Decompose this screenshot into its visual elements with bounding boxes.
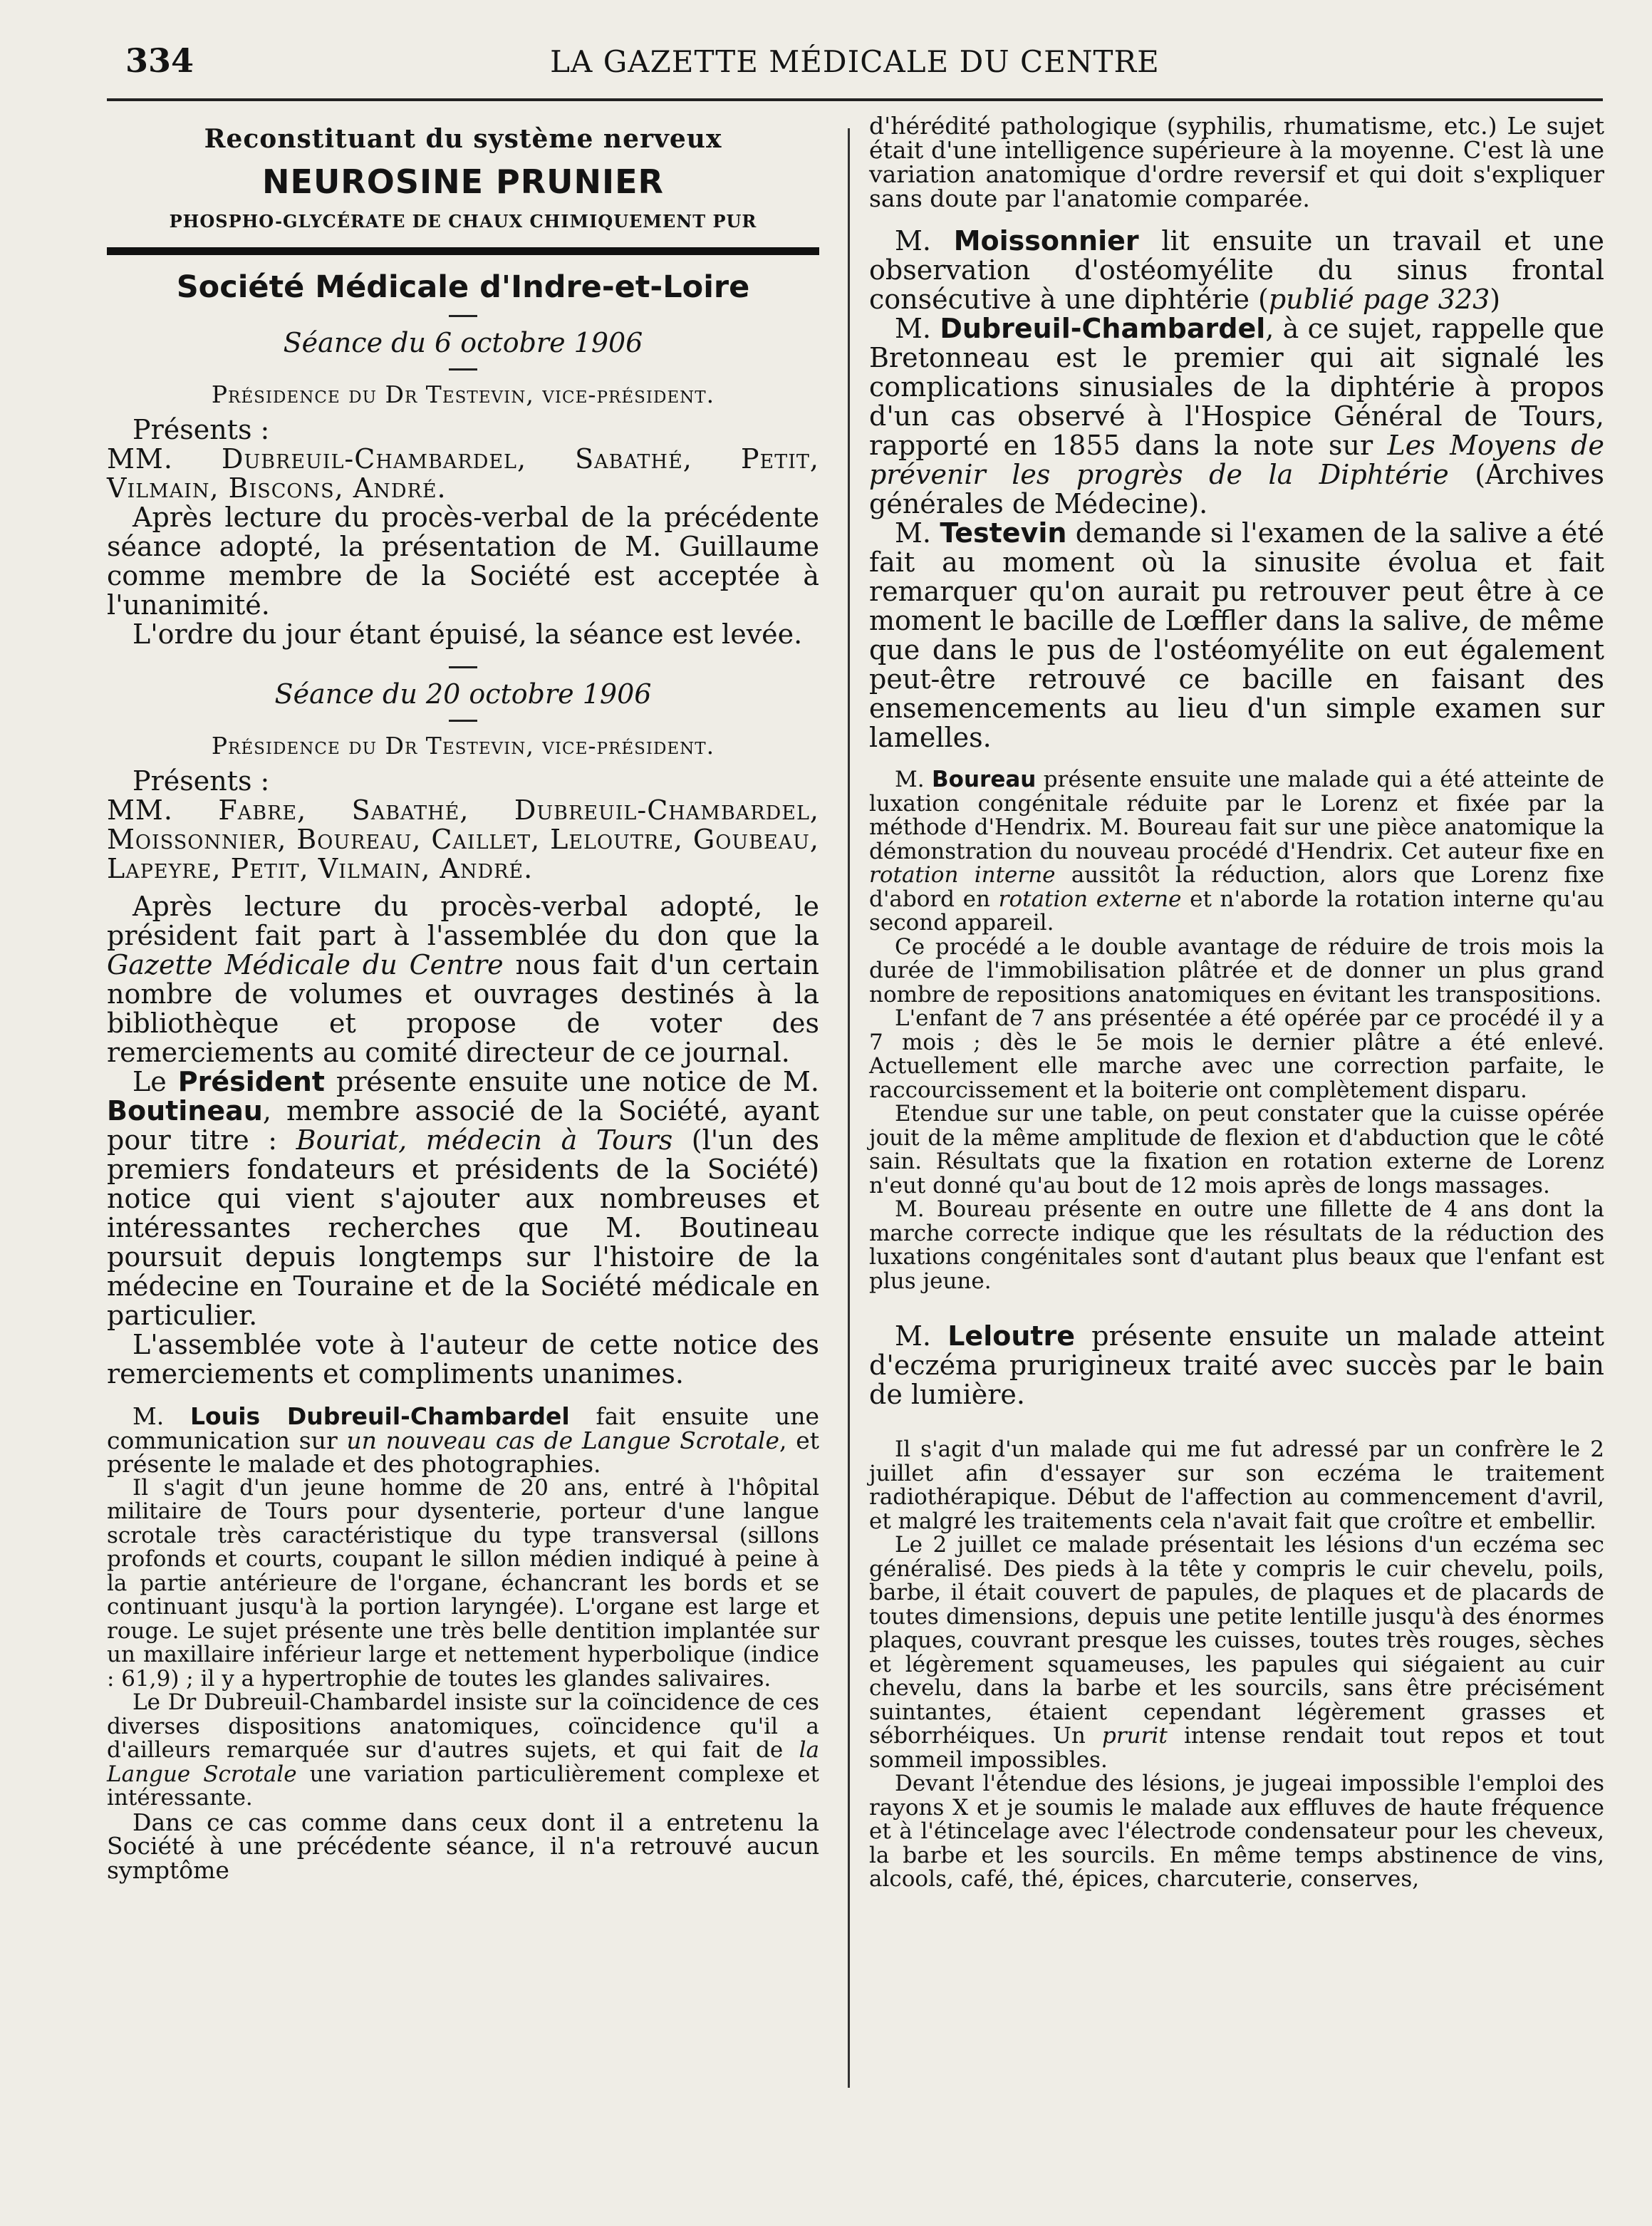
header-rule	[107, 98, 1603, 101]
presents-label: Présents :	[133, 765, 270, 797]
seance-title: Séance du 6 octobre 1906	[283, 327, 643, 358]
paragraph: d'hérédité pathologique (syphilis, rhumatisme, etc.) Le sujet était d'une intelligence supérieure à la moyenne. C'est là une variation anatomique d'ordre reversif et qui doit s'expliquer sans doute par l'anatomie comparée.	[869, 112, 1604, 212]
journal-title: LA GAZETTE MÉDICALE DU CENTRE	[550, 44, 1160, 79]
presidence: Présidence du Dr Testevin, vice-président.	[211, 381, 715, 408]
dash-divider	[449, 720, 477, 722]
section-rule	[107, 247, 819, 255]
column-divider	[848, 128, 850, 2088]
paragraph: Dans ce cas comme dans ceux dont il a entretenu la Société à une précédente séance, il n'a retrouvé aucun symptôme	[107, 1808, 819, 1884]
paragraph: Etendue sur une table, on peut constater que la cuisse opérée jouit de la même amplitude de flexion et d'abduction que le côté sain. Résultats que la fixation en rotation externe de Lorenz n'eut donné qu'au bout de 12 mois après de longs massages.	[869, 1101, 1604, 1199]
left-column	[107, 114, 819, 1882]
dash-divider	[449, 368, 477, 371]
presents-list: MM. Dubreuil-Chambardel, Sabathé, Petit, Vilmain, Biscons, André.	[107, 443, 819, 504]
advert-line-1: Reconstituant du système nerveux	[204, 124, 722, 154]
paragraph: Après lecture du procès-verbal adopté, le président fait part à l'assemblée du don que la Gazette Médicale du Centre nous fait d'un certain nombre de volumes et ouvrages destinés à la bibliothèque et propose de voter des remerciements au comité directeur de ce journal.	[107, 891, 819, 1068]
paragraph: Après lecture du procès-verbal de la précédente séance adopté, la présentation de M. Guillaume comme membre de la Société est acceptée à l'unanimité.	[107, 502, 819, 621]
paragraph: L'ordre du jour étant épuisé, la séance est levée.	[133, 618, 803, 650]
presidence: Présidence du Dr Testevin, vice-président.	[211, 732, 715, 760]
advert-product-name: NEUROSINE PRUNIER	[262, 162, 664, 201]
page-header	[107, 34, 1603, 84]
paragraph: Le Dr Dubreuil-Chambardel insiste sur la coïncidence de ces diverses dispositions anatomiques, coïncidence qu'il a d'ailleurs remarquée sur d'autres sujets, et qui fait de la Langue Scrotale une variation particulièrement complexe et intéressante.	[107, 1689, 819, 1811]
dash-divider	[449, 315, 477, 317]
paragraph: M. Boureau présente ensuite une malade qui a été atteinte de luxation congénitale réduite par le Lorenz et fixée par la méthode d'Hendrix. M. Boureau fait sur une pièce anatomique la démonstration du nouveau procédé d'Hendrix. Cet auteur fixe en rotation interne aussitôt la réduction, alors que Lorenz fixe d'abord en rotation externe et n'aborde la rotation interne qu'au second appareil.	[869, 767, 1605, 936]
paragraph: M. Leloutre présente ensuite un malade atteint d'eczéma prurigineux traité avec succès par le bain de lumière.	[869, 1320, 1604, 1410]
paragraph: M. Testevin demande si l'examen de la salive a été fait au moment où la sinusite évolua et fait remarquer qu'on aurait pu retrouver peut être à ce moment le bacille de Lœffler dans la salive, de même que dans le pus de l'ostéomyélite on eut également peut-être retrouvé ce bacille en faisant des ensemencements au lieu d'un simple examen sur lamelles.	[869, 517, 1604, 753]
page-number: 334	[125, 41, 194, 80]
right-column	[869, 114, 1604, 1892]
presents-label: Présents :	[133, 414, 270, 445]
paragraph: L'enfant de 7 ans présentée a été opérée par ce procédé il y a 7 mois ; dès le 5e mois le dernier plâtre a été enlevé. Actuellement elle marche avec une correction parfaite, le raccourcissement et la boiterie ont complètement disparu.	[869, 1005, 1604, 1103]
paragraph: M. Moissonnier lit ensuite un travail et une observation d'ostéomyélite du sinus frontal consécutive à une diphtérie (publié page 323)	[869, 225, 1604, 315]
seance-title: Séance du 20 octobre 1906	[274, 678, 652, 710]
paragraph: Il s'agit d'un malade qui me fut adressé par un confrère le 2 juillet afin d'essayer sur son eczéma le traitement radiothérapique. Début de l'affection au commencement d'avril, et malgré les traitements cela n'avait fait que croître et embellir.	[869, 1436, 1604, 1534]
society-title: Société Médicale d'Indre-et-Loire	[176, 269, 750, 305]
paragraph: M. Boureau présente en outre une fillette de 4 ans dont la marche correcte indique que les résultats de la réduction des luxations congénitales sont d'autant plus beaux que l'enfant est plus jeune.	[869, 1196, 1604, 1294]
paragraph: Ce procédé a le double avantage de réduire de trois mois la durée de l'immobilisation plâtrée et de donner un plus grand nombre de repositions anatomiques en évitant les transpositions.	[869, 933, 1604, 1008]
paragraph: Le 2 juillet ce malade présentait les lésions d'un eczéma sec généralisé. Des pieds à la tête y compris le cuir chevelu, poils, barbe, il était couvert de papules, de plaques et de placards de toutes dimensions, depuis une petite lentille jusqu'à des énormes plaques, couvrant presque les cuisses, toutes très rouges, sèches et légèrement squameuses, les papules qui siégaient au cuir chevelu, dans la barbe et les sourcils, sans être précisément suintantes, étaient cependant légèrement grasses et séborrhéiques. Un prurit intense rendait tout repos et tout sommeil impossibles.	[869, 1532, 1604, 1773]
paragraph: Devant l'étendue des lésions, je jugeai impossible l'emploi des rayons X et je soumis le malade aux effluves de haute fréquence et à l'étincelage avec l'électrode condensateur pour les cheveux, la barbe et les sourcils. En même temps abstinence de vins, alcools, café, thé, épices, charcuterie, conserves,	[869, 1771, 1604, 1892]
presents-list: MM. Fabre, Sabathé, Dubreuil-Chambardel, Moissonnier, Boureau, Caillet, Leloutre, Goubeau, Lapeyre, Petit, Vilmain, André.	[107, 794, 819, 884]
paragraph: Le Président présente ensuite une notice de M. Boutineau, membre associé de la Société, ayant pour titre : Bouriat, médecin à Tours (l'un des premiers fondateurs et présidents de la Société) notice qui vient s'ajouter aux nombreuses et intéressantes recherches que M. Boutineau poursuit depuis longtemps sur l'histoire de la médecine en Touraine et de la Société médicale en particulier.	[107, 1066, 819, 1331]
paragraph: M. Louis Dubreuil-Chambardel fait ensuite une communication sur un nouveau cas de Langue Scrotale, et présente le malade et des photographies.	[107, 1402, 819, 1478]
paragraph: M. Dubreuil-Chambardel, à ce sujet, rappelle que Bretonneau est le premier qui ait signalé les complications sinusiales de la diphtérie à propos d'un cas observé à l'Hospice Général de Tours, rapporté en 1855 dans la note sur Les Moyens de prévenir les progrès de la Diphtérie (Archives générales de Médecine).	[869, 313, 1604, 519]
paragraph: L'assemblée vote à l'auteur de cette notice des remerciements et compliments unanimes.	[107, 1329, 819, 1389]
paragraph: Il s'agit d'un jeune homme de 20 ans, entré à l'hôpital militaire de Tours pour dysenterie, porteur d'une langue scrotale très caractéristique du type transversal (sillons profonds et courts, coupant le sillon médien indiqué à peine à la partie antérieure de l'organe, échancrant les bords et se continuant jusqu'à la portion laryngée). L'organe est large et rouge. Le sujet présente une très belle dentition implantée sur un maxillaire inférieur large et nettement hyperbolique (indice : 61,9) ; il y a hypertrophie de toutes les glandes salivaires.	[107, 1474, 819, 1692]
advertisement	[107, 124, 819, 232]
advert-line-3: PHOSPHO-GLYCÉRATE DE CHAUX CHIMIQUEMENT PUR	[169, 211, 757, 232]
dash-divider	[449, 666, 477, 668]
